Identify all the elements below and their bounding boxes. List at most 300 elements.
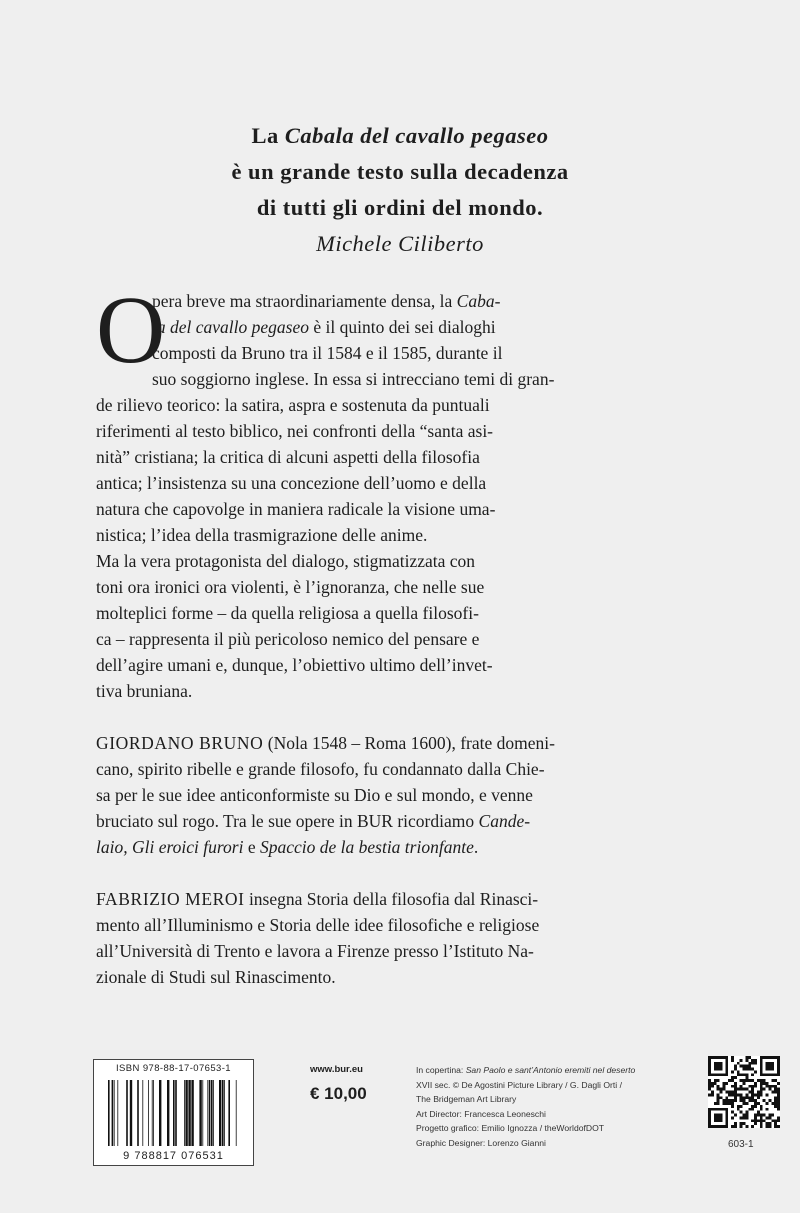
qr-module bbox=[740, 1111, 743, 1114]
qr-module bbox=[740, 1059, 743, 1062]
barcode-bar bbox=[152, 1080, 153, 1146]
editor-name: FABRIZIO MEROI bbox=[96, 889, 245, 909]
qr-module bbox=[708, 1082, 711, 1085]
qr-module bbox=[754, 1082, 757, 1085]
epigraph-quote bbox=[0, 118, 800, 262]
qr-module bbox=[737, 1105, 740, 1108]
qr-module bbox=[777, 1091, 780, 1094]
qr-module bbox=[760, 1091, 763, 1094]
credit-line: The Bridgeman Art Library bbox=[416, 1094, 517, 1104]
qr-module bbox=[714, 1082, 717, 1085]
qr-module bbox=[745, 1059, 748, 1062]
description-line: nistica; l’idea della trasmigrazione delle anime. bbox=[96, 525, 428, 545]
barcode-bar bbox=[137, 1080, 139, 1146]
qr-module bbox=[745, 1111, 748, 1114]
qr-module bbox=[731, 1076, 734, 1079]
quote-line-1: La Cabala del cavallo pegaseo bbox=[251, 123, 549, 148]
qr-module bbox=[763, 1099, 766, 1102]
qr-module bbox=[766, 1093, 769, 1096]
quote-author: Michele Ciliberto bbox=[316, 231, 484, 256]
barcode-bar bbox=[173, 1080, 175, 1146]
qr-module bbox=[745, 1102, 748, 1105]
qr-module bbox=[745, 1056, 748, 1059]
qr-module bbox=[734, 1088, 737, 1091]
qr-module bbox=[737, 1073, 740, 1076]
qr-module bbox=[771, 1102, 774, 1105]
qr-module bbox=[760, 1108, 763, 1111]
qr-module bbox=[751, 1105, 754, 1108]
qr-module bbox=[740, 1099, 743, 1102]
qr-module bbox=[728, 1102, 731, 1105]
qr-module bbox=[745, 1116, 748, 1119]
credit-line: Graphic Designer: Lorenzo Gianni bbox=[416, 1137, 546, 1148]
qr-module bbox=[711, 1085, 714, 1088]
qr-module bbox=[725, 1102, 728, 1105]
qr-module bbox=[768, 1125, 771, 1128]
qr-module bbox=[771, 1091, 774, 1094]
barcode-bar bbox=[114, 1080, 115, 1146]
qr-module bbox=[757, 1114, 760, 1117]
description-line: suo soggiorno inglese. In essa si intrecciano temi di gran- bbox=[152, 369, 555, 389]
qr-module bbox=[751, 1062, 754, 1065]
qr-module bbox=[731, 1056, 734, 1059]
publisher-website: www.bur.eu bbox=[310, 1064, 363, 1075]
qr-module bbox=[754, 1116, 757, 1119]
qr-module bbox=[748, 1056, 751, 1059]
qr-module bbox=[708, 1085, 711, 1088]
qr-module bbox=[754, 1093, 757, 1096]
qr-module bbox=[717, 1088, 720, 1091]
qr-module bbox=[760, 1082, 763, 1085]
barcode-bar bbox=[126, 1080, 128, 1146]
description-line: ca – rappresenta il più pericoloso nemico del pensare e bbox=[96, 629, 480, 649]
qr-module bbox=[748, 1099, 751, 1102]
qr-module bbox=[748, 1085, 751, 1088]
barcode-bar bbox=[228, 1080, 230, 1146]
qr-module bbox=[751, 1119, 754, 1122]
description-line: nità” cristiana; la critica di alcuni aspetti della filosofia bbox=[96, 447, 480, 467]
bio-line: mento all’Illuminismo e Storia delle idee filosofiche e religiose bbox=[96, 915, 540, 935]
qr-module bbox=[766, 1122, 769, 1125]
qr-module bbox=[751, 1068, 754, 1071]
qr-module bbox=[731, 1093, 734, 1096]
qr-module bbox=[731, 1085, 734, 1088]
qr-module bbox=[725, 1091, 728, 1094]
qr-module bbox=[751, 1085, 754, 1088]
barcode-bar bbox=[202, 1080, 203, 1146]
qr-module bbox=[743, 1116, 746, 1119]
qr-module bbox=[766, 1116, 769, 1119]
qr-module bbox=[725, 1082, 728, 1085]
qr-module bbox=[720, 1091, 723, 1094]
quote-line-3: di tutti gli ordini del mondo. bbox=[256, 195, 544, 220]
qr-module bbox=[720, 1096, 723, 1099]
qr-module bbox=[766, 1085, 769, 1088]
qr-module bbox=[763, 1082, 766, 1085]
description-line: antica; l’insistenza su una concezione dell’uomo e della bbox=[96, 473, 487, 493]
qr-module bbox=[745, 1125, 748, 1128]
barcode-bar bbox=[224, 1080, 225, 1146]
qr-module bbox=[728, 1093, 731, 1096]
qr-module bbox=[743, 1099, 746, 1102]
qr-module bbox=[717, 1099, 720, 1102]
editor-bio bbox=[96, 886, 706, 990]
barcode-bar bbox=[236, 1080, 237, 1146]
barcode-bar bbox=[153, 1080, 154, 1146]
qr-module bbox=[717, 1096, 720, 1099]
description-line: molteplici forme – da quella religiosa a quella filosofi- bbox=[96, 603, 479, 623]
qr-module bbox=[717, 1085, 720, 1088]
barcode-bar bbox=[117, 1080, 118, 1146]
barcode-bar bbox=[112, 1080, 114, 1146]
barcode-bar bbox=[184, 1080, 185, 1146]
qr-module bbox=[754, 1085, 757, 1088]
barcode-bar bbox=[188, 1080, 190, 1146]
barcode-bar bbox=[108, 1080, 110, 1146]
qr-module bbox=[734, 1076, 737, 1079]
bio-line: cano, spirito ribelle e grande filosofo, fu condannato dalla Chie- bbox=[96, 759, 545, 779]
barcode-bar bbox=[211, 1080, 213, 1146]
isbn-label: ISBN 978-88-17-07653-1 bbox=[116, 1063, 231, 1074]
qr-module bbox=[708, 1093, 711, 1096]
qr-module bbox=[774, 1105, 777, 1108]
qr-module bbox=[760, 1119, 763, 1122]
qr-module bbox=[745, 1073, 748, 1076]
drop-cap: O bbox=[96, 276, 166, 383]
qr-module bbox=[720, 1088, 723, 1091]
bio-line: bruciato sul rogo. Tra le sue opere in BUR ricordiamo Cande- bbox=[96, 811, 531, 831]
qr-module bbox=[774, 1091, 777, 1094]
qr-module bbox=[734, 1114, 737, 1117]
qr-module bbox=[751, 1059, 754, 1062]
cover-credits bbox=[416, 1063, 706, 1150]
qr-module bbox=[757, 1091, 760, 1094]
qr-module bbox=[757, 1111, 760, 1114]
qr-module bbox=[743, 1065, 746, 1068]
qr-module bbox=[771, 1079, 774, 1082]
qr-module bbox=[766, 1108, 769, 1111]
description-line: toni ora ironici ora violenti, è l’ignoranza, che nelle sue bbox=[96, 577, 485, 597]
credit-line: In copertina: San Paolo e sant’Antonio eremiti nel deserto bbox=[416, 1065, 636, 1075]
qr-module bbox=[728, 1091, 731, 1094]
qr-module bbox=[774, 1119, 777, 1122]
author-name: GIORDANO BRUNO bbox=[96, 733, 264, 753]
qr-module bbox=[760, 1085, 763, 1088]
qr-module bbox=[714, 1079, 717, 1082]
qr-module bbox=[722, 1082, 725, 1085]
qr-module bbox=[757, 1102, 760, 1105]
description-line: Ma la vera protagonista del dialogo, stigmatizzata con bbox=[96, 551, 476, 571]
qr-module bbox=[740, 1085, 743, 1088]
qr-module bbox=[754, 1102, 757, 1105]
qr-module bbox=[754, 1114, 757, 1117]
qr-module bbox=[760, 1093, 763, 1096]
qr-module bbox=[708, 1079, 711, 1082]
qr-module bbox=[743, 1082, 746, 1085]
qr-code-icon bbox=[708, 1056, 780, 1128]
qr-module bbox=[754, 1062, 757, 1065]
qr-module bbox=[745, 1114, 748, 1117]
qr-module bbox=[757, 1119, 760, 1122]
qr-module bbox=[745, 1079, 748, 1082]
isbn-digits: 9 788817 076531 bbox=[123, 1150, 224, 1162]
qr-module bbox=[777, 1088, 780, 1091]
qr-module bbox=[740, 1122, 743, 1125]
qr-module bbox=[740, 1105, 743, 1108]
qr-module bbox=[760, 1088, 763, 1091]
qr-module bbox=[728, 1099, 731, 1102]
qr-module bbox=[777, 1116, 780, 1119]
qr-module bbox=[743, 1122, 746, 1125]
qr-module bbox=[717, 1093, 720, 1096]
credit-line: XVII sec. © De Agostini Picture Library / G. Dagli Orti / bbox=[416, 1079, 622, 1090]
qr-module bbox=[717, 1102, 720, 1105]
description-line: riferimenti al testo biblico, nei confronti della “santa asi- bbox=[96, 421, 494, 441]
qr-module bbox=[777, 1096, 780, 1099]
qr-module bbox=[725, 1099, 728, 1102]
qr-module bbox=[731, 1091, 734, 1094]
author-bio bbox=[96, 730, 706, 860]
qr-module bbox=[766, 1125, 769, 1128]
qr-module bbox=[734, 1065, 737, 1068]
qr-module bbox=[757, 1079, 760, 1082]
barcode-bar bbox=[213, 1080, 214, 1146]
qr-module bbox=[754, 1059, 757, 1062]
qr-module bbox=[734, 1082, 737, 1085]
bio-line: laio, Gli eroici furori e Spaccio de la bestia trionfante. bbox=[96, 837, 479, 857]
qr-module bbox=[708, 1088, 711, 1091]
qr-module bbox=[748, 1091, 751, 1094]
qr-module bbox=[751, 1093, 754, 1096]
qr-module bbox=[751, 1091, 754, 1094]
credit-line: Progetto grafico: Emilio Ignozza / theWorldofDOT bbox=[416, 1123, 605, 1133]
qr-module bbox=[774, 1088, 777, 1091]
qr-module bbox=[722, 1085, 725, 1088]
qr-module bbox=[766, 1102, 769, 1105]
qr-module bbox=[711, 1082, 714, 1085]
qr-module bbox=[760, 1125, 763, 1128]
bio-line: all’Università di Trento e lavora a Firenze presso l’Istituto Na- bbox=[96, 941, 534, 961]
qr-module bbox=[754, 1119, 757, 1122]
qr-module bbox=[734, 1068, 737, 1071]
qr-module bbox=[745, 1096, 748, 1099]
qr-module bbox=[760, 1105, 763, 1108]
qr-module bbox=[774, 1099, 777, 1102]
qr-module bbox=[777, 1119, 780, 1122]
qr-module bbox=[743, 1096, 746, 1099]
description-line: pera breve ma straordinariamente densa, la Caba- bbox=[152, 291, 501, 311]
barcode-bar bbox=[142, 1080, 143, 1146]
qr-module bbox=[722, 1088, 725, 1091]
qr-module bbox=[745, 1088, 748, 1091]
qr-module bbox=[777, 1102, 780, 1105]
qr-module bbox=[757, 1093, 760, 1096]
bio-line: FABRIZIO MEROI insegna Storia della filosofia dal Rinasci- bbox=[96, 889, 539, 909]
qr-module bbox=[711, 1091, 714, 1094]
bio-line: GIORDANO BRUNO (Nola 1548 – Roma 1600), frate domeni- bbox=[96, 733, 555, 753]
barcode-bar bbox=[159, 1080, 161, 1146]
qr-module bbox=[731, 1125, 734, 1128]
qr-module bbox=[777, 1082, 780, 1085]
qr-module bbox=[731, 1116, 734, 1119]
barcode-bar bbox=[191, 1080, 193, 1146]
quote-line-2: è un grande testo sulla decadenza bbox=[231, 159, 569, 184]
qr-module bbox=[777, 1093, 780, 1096]
qr-module bbox=[754, 1105, 757, 1108]
qr-module bbox=[731, 1059, 734, 1062]
colophon bbox=[0, 1050, 800, 1170]
qr-module bbox=[771, 1085, 774, 1088]
qr-module bbox=[777, 1108, 780, 1111]
qr-module bbox=[734, 1093, 737, 1096]
qr-module bbox=[745, 1076, 748, 1079]
qr-module bbox=[740, 1125, 743, 1128]
description-line: composti da Bruno tra il 1584 e il 1585, durante il bbox=[152, 343, 503, 363]
qr-module bbox=[763, 1114, 766, 1117]
qr-module bbox=[743, 1088, 746, 1091]
qr-module bbox=[774, 1102, 777, 1105]
qr-module bbox=[748, 1062, 751, 1065]
qr-module bbox=[722, 1099, 725, 1102]
qr-module bbox=[743, 1068, 746, 1071]
qr-module bbox=[731, 1070, 734, 1073]
barcode-bar bbox=[148, 1080, 149, 1146]
qr-module bbox=[734, 1099, 737, 1102]
qr-module bbox=[760, 1114, 763, 1117]
qr-module bbox=[740, 1065, 743, 1068]
qr-module bbox=[734, 1085, 737, 1088]
qr-module bbox=[740, 1073, 743, 1076]
qr-module bbox=[760, 1116, 763, 1119]
credit-line: Art Director: Francesca Leoneschi bbox=[416, 1108, 546, 1119]
qr-module bbox=[725, 1096, 728, 1099]
qr-module bbox=[745, 1065, 748, 1068]
qr-finder bbox=[714, 1062, 723, 1071]
qr-module bbox=[751, 1096, 754, 1099]
qr-module bbox=[740, 1088, 743, 1091]
qr-module bbox=[740, 1116, 743, 1119]
qr-module bbox=[737, 1070, 740, 1073]
qr-module bbox=[748, 1079, 751, 1082]
qr-module bbox=[754, 1099, 757, 1102]
qr-module bbox=[734, 1096, 737, 1099]
qr-finder bbox=[766, 1062, 775, 1071]
barcode-bar bbox=[207, 1080, 208, 1146]
qr-module bbox=[774, 1122, 777, 1125]
barcode-bar bbox=[199, 1080, 201, 1146]
barcode-bar bbox=[185, 1080, 187, 1146]
qr-module bbox=[722, 1102, 725, 1105]
qr-module bbox=[734, 1091, 737, 1094]
description-line: de rilievo teorico: la satira, aspra e sostenuta da puntuali bbox=[96, 395, 490, 415]
qr-module bbox=[774, 1125, 777, 1128]
qr-module bbox=[763, 1119, 766, 1122]
qr-module bbox=[743, 1114, 746, 1117]
qr-module bbox=[731, 1079, 734, 1082]
qr-module bbox=[751, 1079, 754, 1082]
description-line: tiva bruniana. bbox=[96, 681, 193, 701]
barcode-bar bbox=[130, 1080, 132, 1146]
qr-module bbox=[751, 1108, 754, 1111]
qr-module bbox=[737, 1108, 740, 1111]
qr-module bbox=[763, 1079, 766, 1082]
barcode-icon bbox=[108, 1080, 239, 1146]
qr-module bbox=[731, 1099, 734, 1102]
qr-module bbox=[748, 1065, 751, 1068]
qr-module bbox=[774, 1085, 777, 1088]
qr-module bbox=[777, 1105, 780, 1108]
qr-module bbox=[754, 1122, 757, 1125]
qr-module bbox=[711, 1093, 714, 1096]
qr-module bbox=[766, 1082, 769, 1085]
qr-module bbox=[743, 1073, 746, 1076]
qr-module bbox=[734, 1125, 737, 1128]
qr-module bbox=[768, 1099, 771, 1102]
qr-module bbox=[743, 1079, 746, 1082]
description-line: la del cavallo pegaseo è il quinto dei sei dialoghi bbox=[152, 317, 496, 337]
qr-module bbox=[751, 1099, 754, 1102]
qr-module bbox=[777, 1099, 780, 1102]
qr-module bbox=[777, 1125, 780, 1128]
barcode-bar bbox=[219, 1080, 221, 1146]
isbn-barcode bbox=[93, 1059, 254, 1166]
qr-module bbox=[745, 1093, 748, 1096]
description-paragraph bbox=[96, 276, 706, 704]
catalog-code: 603-1 bbox=[728, 1139, 754, 1150]
qr-module bbox=[734, 1122, 737, 1125]
bio-line: zionale di Studi sul Rinascimento. bbox=[96, 967, 336, 987]
description-line: dell’agire umani e, dunque, l’obiettivo ultimo dell’invet- bbox=[96, 655, 493, 675]
qr-module bbox=[737, 1093, 740, 1096]
qr-module bbox=[728, 1079, 731, 1082]
qr-module bbox=[774, 1096, 777, 1099]
qr-module bbox=[751, 1088, 754, 1091]
qr-module bbox=[768, 1088, 771, 1091]
qr-module bbox=[751, 1073, 754, 1076]
qr-module bbox=[740, 1096, 743, 1099]
qr-module bbox=[774, 1079, 777, 1082]
qr-module bbox=[768, 1085, 771, 1088]
qr-module bbox=[731, 1105, 734, 1108]
qr-module bbox=[754, 1070, 757, 1073]
qr-module bbox=[768, 1114, 771, 1117]
bio-line: sa per le sue idee anticonformiste su Dio e sul mondo, e venne bbox=[96, 785, 533, 805]
qr-module bbox=[768, 1116, 771, 1119]
qr-module bbox=[737, 1062, 740, 1065]
qr-module bbox=[731, 1102, 734, 1105]
qr-module bbox=[771, 1114, 774, 1117]
qr-module bbox=[737, 1088, 740, 1091]
qr-module bbox=[717, 1079, 720, 1082]
description-line: natura che capovolge in maniera radicale la visione uma- bbox=[96, 499, 496, 519]
back-cover-text bbox=[96, 276, 706, 990]
barcode-bar bbox=[175, 1080, 177, 1146]
qr-module bbox=[743, 1102, 746, 1105]
qr-module bbox=[748, 1096, 751, 1099]
price: € 10,00 bbox=[310, 1084, 367, 1103]
qr-module bbox=[763, 1088, 766, 1091]
qr-module bbox=[768, 1122, 771, 1125]
qr-module bbox=[714, 1102, 717, 1105]
qr-module bbox=[760, 1079, 763, 1082]
barcode-bar bbox=[209, 1080, 211, 1146]
qr-module bbox=[757, 1096, 760, 1099]
qr-module bbox=[740, 1093, 743, 1096]
qr-module bbox=[745, 1068, 748, 1071]
qr-module bbox=[760, 1122, 763, 1125]
barcode-bar bbox=[222, 1080, 224, 1146]
quote-title: Cabala del cavallo pegaseo bbox=[284, 123, 549, 148]
